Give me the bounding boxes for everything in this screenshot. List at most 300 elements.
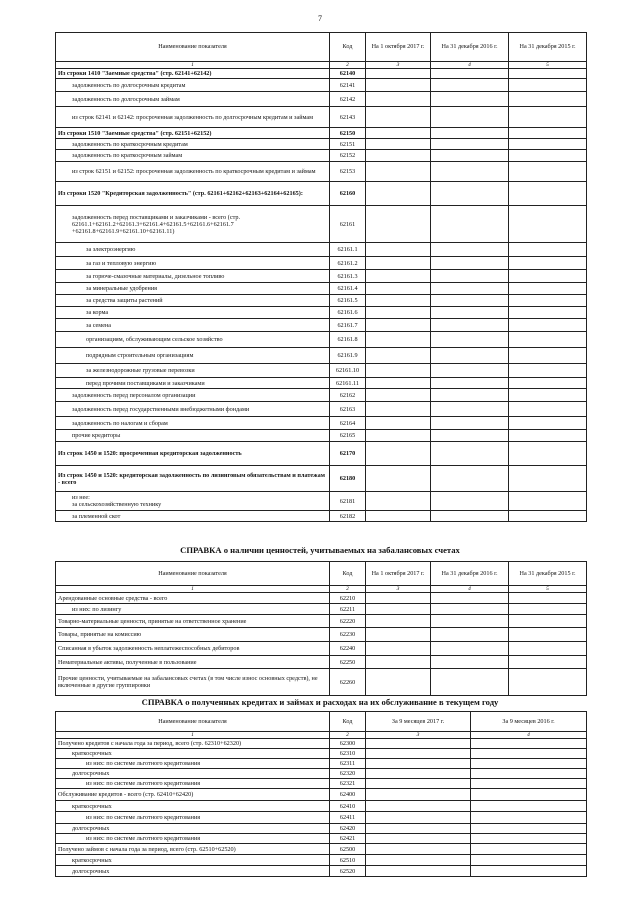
value-cell[interactable]: [509, 283, 587, 295]
col-header-code: Код: [330, 33, 366, 62]
table-row: [56, 307, 587, 319]
value-cell[interactable]: [366, 92, 431, 107]
row-label: за горюче-смазочные материалы, дизельное топливо: [56, 270, 330, 283]
col-header-p1: На 1 октября 2017 г.: [366, 562, 431, 586]
table-row: [56, 364, 587, 378]
value-cell[interactable]: [366, 430, 431, 442]
table-row: [56, 295, 587, 307]
value-cell[interactable]: [509, 466, 587, 492]
row-code: 62320: [330, 769, 366, 779]
value-cell[interactable]: [509, 378, 587, 389]
value-cell[interactable]: [471, 801, 587, 812]
value-cell[interactable]: [431, 430, 509, 442]
value-cell[interactable]: [366, 511, 431, 522]
col-number: 4: [431, 586, 509, 593]
row-label: Получено кредитов с начала года за период, всего (стр. 62310+62320): [56, 739, 330, 749]
row-label: из них: по системе льготного кредитования: [56, 759, 330, 769]
value-cell[interactable]: [471, 759, 587, 769]
value-cell[interactable]: [366, 389, 431, 402]
value-cell[interactable]: [431, 319, 509, 332]
value-cell[interactable]: [431, 364, 509, 378]
value-cell[interactable]: [509, 243, 587, 257]
value-cell[interactable]: [509, 669, 587, 696]
value-cell[interactable]: [431, 442, 509, 466]
value-cell[interactable]: [471, 779, 587, 789]
col-header-p2: На 31 декабря 2016 г.: [431, 33, 509, 62]
table-row: [56, 844, 587, 855]
value-cell[interactable]: [509, 364, 587, 378]
value-cell[interactable]: [509, 92, 587, 107]
table-row: [56, 270, 587, 283]
col-number: 4: [431, 62, 509, 69]
value-cell[interactable]: [431, 295, 509, 307]
value-cell[interactable]: [509, 417, 587, 430]
value-cell[interactable]: [366, 801, 471, 812]
row-code: 62143: [330, 107, 366, 128]
value-cell[interactable]: [471, 866, 587, 877]
value-cell[interactable]: [471, 812, 587, 824]
row-code: 62220: [330, 615, 366, 628]
value-cell[interactable]: [471, 789, 587, 801]
row-code: 62164: [330, 417, 366, 430]
value-cell[interactable]: [366, 824, 471, 834]
row-code: 62161.2: [330, 257, 366, 270]
row-code: 62180: [330, 466, 366, 492]
row-code: 62152: [330, 150, 366, 162]
value-cell[interactable]: [471, 749, 587, 759]
table-row: [56, 150, 587, 162]
col-number: 1: [56, 732, 330, 739]
row-code: 62163: [330, 402, 366, 417]
table-row: [56, 283, 587, 295]
table-row: [56, 206, 587, 243]
row-code: 62510: [330, 855, 366, 866]
value-cell[interactable]: [431, 604, 509, 615]
value-cell[interactable]: [366, 642, 431, 656]
row-label: задолженность по долгосрочным займам: [56, 92, 330, 107]
value-cell[interactable]: [431, 92, 509, 107]
table-row: [56, 511, 587, 522]
value-cell[interactable]: [509, 257, 587, 270]
value-cell[interactable]: [431, 417, 509, 430]
table-row: [56, 801, 587, 812]
credits-table: [55, 711, 587, 877]
value-cell[interactable]: [431, 257, 509, 270]
table-row: [56, 779, 587, 789]
col-header-p3: На 31 декабря 2015 г.: [509, 33, 587, 62]
value-cell[interactable]: [509, 615, 587, 628]
value-cell[interactable]: [509, 79, 587, 92]
row-label: из них: по лизингу: [56, 604, 330, 615]
row-label: за семена: [56, 319, 330, 332]
col-header-name: Наименование показателя: [56, 33, 330, 62]
table-row: [56, 855, 587, 866]
value-cell[interactable]: [431, 150, 509, 162]
value-cell[interactable]: [431, 307, 509, 319]
row-label: из строк 62141 и 62142: просроченная задолженность по долгосрочным кредитам и займам: [56, 107, 330, 128]
value-cell[interactable]: [431, 128, 509, 139]
col-number: 1: [56, 62, 330, 69]
value-cell[interactable]: [471, 824, 587, 834]
row-code: 62151: [330, 139, 366, 150]
value-cell[interactable]: [366, 307, 431, 319]
value-cell[interactable]: [366, 319, 431, 332]
row-code: 62240: [330, 642, 366, 656]
value-cell[interactable]: [509, 206, 587, 243]
value-cell[interactable]: [366, 364, 431, 378]
table-row: [56, 378, 587, 389]
row-code: 62161.5: [330, 295, 366, 307]
value-cell[interactable]: [431, 511, 509, 522]
credits-title: СПРАВКА о полученных кредитах и займах и расходах на их обслуживание в текущем году: [141, 697, 499, 707]
row-label: краткосрочных: [56, 855, 330, 866]
value-cell[interactable]: [366, 295, 431, 307]
row-label: Товары, принятые на комиссию: [56, 628, 330, 642]
row-code: 62142: [330, 92, 366, 107]
col-number: 2: [330, 62, 366, 69]
value-cell[interactable]: [509, 182, 587, 206]
row-code: 62420: [330, 824, 366, 834]
row-label: краткосрочных: [56, 801, 330, 812]
row-label: подрядным строительным организациям: [56, 348, 330, 364]
value-cell[interactable]: [366, 69, 431, 79]
value-cell[interactable]: [471, 739, 587, 749]
table-row: [56, 79, 587, 92]
col-header-p3: На 31 декабря 2015 г.: [509, 562, 587, 586]
value-cell[interactable]: [366, 812, 471, 824]
row-code: 62500: [330, 844, 366, 855]
value-cell[interactable]: [366, 466, 431, 492]
table-row: [56, 812, 587, 824]
row-label: долгосрочных: [56, 866, 330, 877]
value-cell[interactable]: [366, 206, 431, 243]
value-cell[interactable]: [509, 628, 587, 642]
row-code: 62230: [330, 628, 366, 642]
row-label: задолженность по краткосрочным кредитам: [56, 139, 330, 150]
row-label: из них: по системе льготного кредитования: [56, 779, 330, 789]
row-label: за газ и тепловую энергию: [56, 257, 330, 270]
row-code: 62161.7: [330, 319, 366, 332]
value-cell[interactable]: [509, 332, 587, 348]
table-row: [56, 182, 587, 206]
value-cell[interactable]: [471, 834, 587, 844]
row-code: 62411: [330, 812, 366, 824]
row-label: из них: по системе льготного кредитования: [56, 812, 330, 824]
col-header-p2: За 9 месяцев 2016 г.: [471, 712, 587, 732]
row-label: из нее: за сельскохозяйственную технику: [56, 492, 330, 511]
value-cell[interactable]: [366, 162, 431, 182]
value-cell[interactable]: [509, 593, 587, 604]
offbalance-table: [55, 561, 587, 696]
row-code: 62161.3: [330, 270, 366, 283]
value-cell[interactable]: [509, 511, 587, 522]
value-cell[interactable]: [366, 270, 431, 283]
table-row: [56, 593, 587, 604]
value-cell[interactable]: [431, 139, 509, 150]
row-label: за средства защиты растений: [56, 295, 330, 307]
value-cell[interactable]: [431, 69, 509, 79]
value-cell[interactable]: [366, 855, 471, 866]
value-cell[interactable]: [366, 79, 431, 92]
value-cell[interactable]: [431, 642, 509, 656]
value-cell[interactable]: [509, 295, 587, 307]
row-label: задолженность по краткосрочным займам: [56, 150, 330, 162]
col-header-name: Наименование показателя: [56, 562, 330, 586]
row-label: за минеральные удобрения: [56, 283, 330, 295]
value-cell[interactable]: [509, 139, 587, 150]
value-cell[interactable]: [431, 593, 509, 604]
value-cell[interactable]: [366, 739, 471, 749]
value-cell[interactable]: [366, 593, 431, 604]
col-header-p1: На 1 октября 2017 г.: [366, 33, 431, 62]
row-code: 62310: [330, 749, 366, 759]
row-code: 62161.4: [330, 283, 366, 295]
col-number: 3: [366, 732, 471, 739]
value-cell[interactable]: [509, 69, 587, 79]
table-row: [56, 128, 587, 139]
value-cell[interactable]: [509, 270, 587, 283]
row-code: 62161.11: [330, 378, 366, 389]
value-cell[interactable]: [471, 855, 587, 866]
table-row: [56, 669, 587, 696]
value-cell[interactable]: [366, 107, 431, 128]
value-cell[interactable]: [366, 669, 431, 696]
offbalance-title: СПРАВКА о наличии ценностей, учитываемых на забалансовых счетах: [180, 545, 460, 555]
indicators-table: [55, 32, 587, 522]
table-row: [56, 139, 587, 150]
value-cell[interactable]: [431, 182, 509, 206]
row-code: 62181: [330, 492, 366, 511]
table-row: [56, 402, 587, 417]
row-code: 62165: [330, 430, 366, 442]
row-label: Из строки 1410 "Заемные средства" (стр. 62141+62142): [56, 69, 330, 79]
row-label: Обслуживание кредитов - всего (стр. 62410+62420): [56, 789, 330, 801]
value-cell[interactable]: [431, 243, 509, 257]
row-code: 62250: [330, 656, 366, 669]
value-cell[interactable]: [366, 442, 431, 466]
row-code: 62311: [330, 759, 366, 769]
col-number: 2: [330, 586, 366, 593]
table-row: [56, 257, 587, 270]
row-label: краткосрочных: [56, 749, 330, 759]
row-label: задолженность перед персоналом организации: [56, 389, 330, 402]
table-row: [56, 824, 587, 834]
value-cell[interactable]: [366, 182, 431, 206]
row-label: Получено займов с начала года за период, всего (стр. 62510+62520): [56, 844, 330, 855]
value-cell[interactable]: [431, 107, 509, 128]
value-cell[interactable]: [431, 283, 509, 295]
value-cell[interactable]: [431, 615, 509, 628]
value-cell[interactable]: [509, 402, 587, 417]
value-cell[interactable]: [366, 257, 431, 270]
row-label: Из строки 1520 "Кредиторская задолженность" (стр. 62161+62162+62163+62164+62165):: [56, 182, 330, 206]
table-row: [56, 389, 587, 402]
value-cell[interactable]: [366, 749, 471, 759]
table-row: [56, 604, 587, 615]
row-code: 62161: [330, 206, 366, 243]
row-code: 62162: [330, 389, 366, 402]
value-cell[interactable]: [366, 656, 431, 669]
table-row: [56, 749, 587, 759]
table-row: [56, 642, 587, 656]
value-cell[interactable]: [366, 348, 431, 364]
row-label: Из строк 1450 и 1520: кредиторская задолженность по лизинговым обязательствам и платежам - всего: [56, 466, 330, 492]
value-cell[interactable]: [366, 128, 431, 139]
value-cell[interactable]: [509, 107, 587, 128]
row-label: Арендованные основные средства - всего: [56, 593, 330, 604]
value-cell[interactable]: [366, 378, 431, 389]
row-label: Нематериальные активы, полученные в пользование: [56, 656, 330, 669]
table-row: [56, 69, 587, 79]
value-cell[interactable]: [431, 492, 509, 511]
row-label: за электроэнергию: [56, 243, 330, 257]
row-label: организациям, обслуживающим сельское хозяйство: [56, 332, 330, 348]
value-cell[interactable]: [366, 492, 431, 511]
row-code: 62141: [330, 79, 366, 92]
table-row: [56, 656, 587, 669]
row-code: 62161.1: [330, 243, 366, 257]
value-cell[interactable]: [366, 844, 471, 855]
table-row: [56, 789, 587, 801]
value-cell[interactable]: [471, 844, 587, 855]
table-row: [56, 319, 587, 332]
value-cell[interactable]: [431, 466, 509, 492]
row-code: 62520: [330, 866, 366, 877]
value-cell[interactable]: [366, 866, 471, 877]
table-row: [56, 834, 587, 844]
value-cell[interactable]: [366, 615, 431, 628]
value-cell[interactable]: [366, 779, 471, 789]
value-cell[interactable]: [366, 604, 431, 615]
table-row: [56, 492, 587, 511]
value-cell[interactable]: [431, 402, 509, 417]
table-row: [56, 759, 587, 769]
row-code: 62260: [330, 669, 366, 696]
col-number: 3: [366, 586, 431, 593]
row-label: из строк 62151 и 62152: просроченная задолженность по краткосрочным кредитам и займам: [56, 162, 330, 182]
table-row: [56, 739, 587, 749]
row-code: 62161.9: [330, 348, 366, 364]
row-label: прочие кредиторы: [56, 430, 330, 442]
value-cell[interactable]: [509, 162, 587, 182]
col-number: 4: [471, 732, 587, 739]
row-code: 62400: [330, 789, 366, 801]
col-header-p1: За 9 месяцев 2017 г.: [366, 712, 471, 732]
row-label: Из строки 1510 "Заемные средства" (стр. 62151+62152): [56, 128, 330, 139]
value-cell[interactable]: [366, 150, 431, 162]
value-cell[interactable]: [509, 389, 587, 402]
row-label: долгосрочных: [56, 824, 330, 834]
value-cell[interactable]: [431, 162, 509, 182]
row-code: 62410: [330, 801, 366, 812]
row-code: 62161.8: [330, 332, 366, 348]
value-cell[interactable]: [431, 270, 509, 283]
value-cell[interactable]: [366, 417, 431, 430]
value-cell[interactable]: [366, 834, 471, 844]
value-cell[interactable]: [431, 206, 509, 243]
row-code: 62140: [330, 69, 366, 79]
value-cell[interactable]: [471, 769, 587, 779]
value-cell[interactable]: [366, 139, 431, 150]
table-row: [56, 866, 587, 877]
row-label: за племенной скот: [56, 511, 330, 522]
value-cell[interactable]: [366, 243, 431, 257]
value-cell[interactable]: [431, 79, 509, 92]
table-row: [56, 92, 587, 107]
row-label: Из строк 1450 и 1520: просроченная кредиторская задолженность: [56, 442, 330, 466]
value-cell[interactable]: [509, 642, 587, 656]
value-cell[interactable]: [366, 402, 431, 417]
value-cell[interactable]: [431, 332, 509, 348]
col-header-code: Код: [330, 712, 366, 732]
table-row: [56, 769, 587, 779]
table-row: [56, 417, 587, 430]
value-cell[interactable]: [509, 492, 587, 511]
value-cell[interactable]: [509, 319, 587, 332]
value-cell[interactable]: [431, 389, 509, 402]
value-cell[interactable]: [431, 669, 509, 696]
row-label: задолженность перед поставщиками и заказчиками - всего (стр. 62161.1+62161.2+62161.3+62161.4+62161.5+62161.6+62161.7 +62161.8+62161.9+62161.10+62161.11): [56, 206, 330, 243]
value-cell[interactable]: [509, 307, 587, 319]
row-label: Товарно-материальные ценности, принятые на ответственное хранение: [56, 615, 330, 628]
table-row: [56, 430, 587, 442]
row-label: перед прочими поставщиками и заказчиками: [56, 378, 330, 389]
value-cell[interactable]: [509, 442, 587, 466]
table-row: [56, 628, 587, 642]
row-code: 62153: [330, 162, 366, 182]
value-cell[interactable]: [366, 332, 431, 348]
value-cell[interactable]: [509, 604, 587, 615]
row-label: за корма: [56, 307, 330, 319]
row-code: 62161.10: [330, 364, 366, 378]
row-label: задолженность перед государственными внебюджетными фондами: [56, 402, 330, 417]
row-label: из них: по системе льготного кредитования: [56, 834, 330, 844]
row-label: задолженность по долгосрочным кредитам: [56, 79, 330, 92]
page-number: 7: [318, 14, 322, 23]
row-label: за железнодорожные грузовые перевозки: [56, 364, 330, 378]
value-cell[interactable]: [366, 769, 471, 779]
row-code: 62170: [330, 442, 366, 466]
row-code: 62160: [330, 182, 366, 206]
col-number: 2: [330, 732, 366, 739]
table-row: [56, 466, 587, 492]
value-cell[interactable]: [366, 789, 471, 801]
col-header-name: Наименование показателя: [56, 712, 330, 732]
row-code: 62300: [330, 739, 366, 749]
table-row: [56, 162, 587, 182]
value-cell[interactable]: [509, 430, 587, 442]
value-cell[interactable]: [431, 348, 509, 364]
value-cell[interactable]: [509, 656, 587, 669]
value-cell[interactable]: [431, 656, 509, 669]
value-cell[interactable]: [509, 150, 587, 162]
table-row: [56, 107, 587, 128]
col-number: 5: [509, 62, 587, 69]
value-cell[interactable]: [431, 378, 509, 389]
row-code: 62182: [330, 511, 366, 522]
value-cell[interactable]: [366, 283, 431, 295]
row-label: долгосрочных: [56, 769, 330, 779]
row-label: Списанная в убыток задолженность неплатежеспособных дебиторов: [56, 642, 330, 656]
row-label: Прочие ценности, учитываемые на забалансовых счетах (в том числе износ основных средств), не включенные в другие группировки: [56, 669, 330, 696]
value-cell[interactable]: [366, 759, 471, 769]
col-number: 5: [509, 586, 587, 593]
value-cell[interactable]: [431, 628, 509, 642]
value-cell[interactable]: [509, 348, 587, 364]
value-cell[interactable]: [509, 128, 587, 139]
value-cell[interactable]: [366, 628, 431, 642]
row-code: 62161.6: [330, 307, 366, 319]
